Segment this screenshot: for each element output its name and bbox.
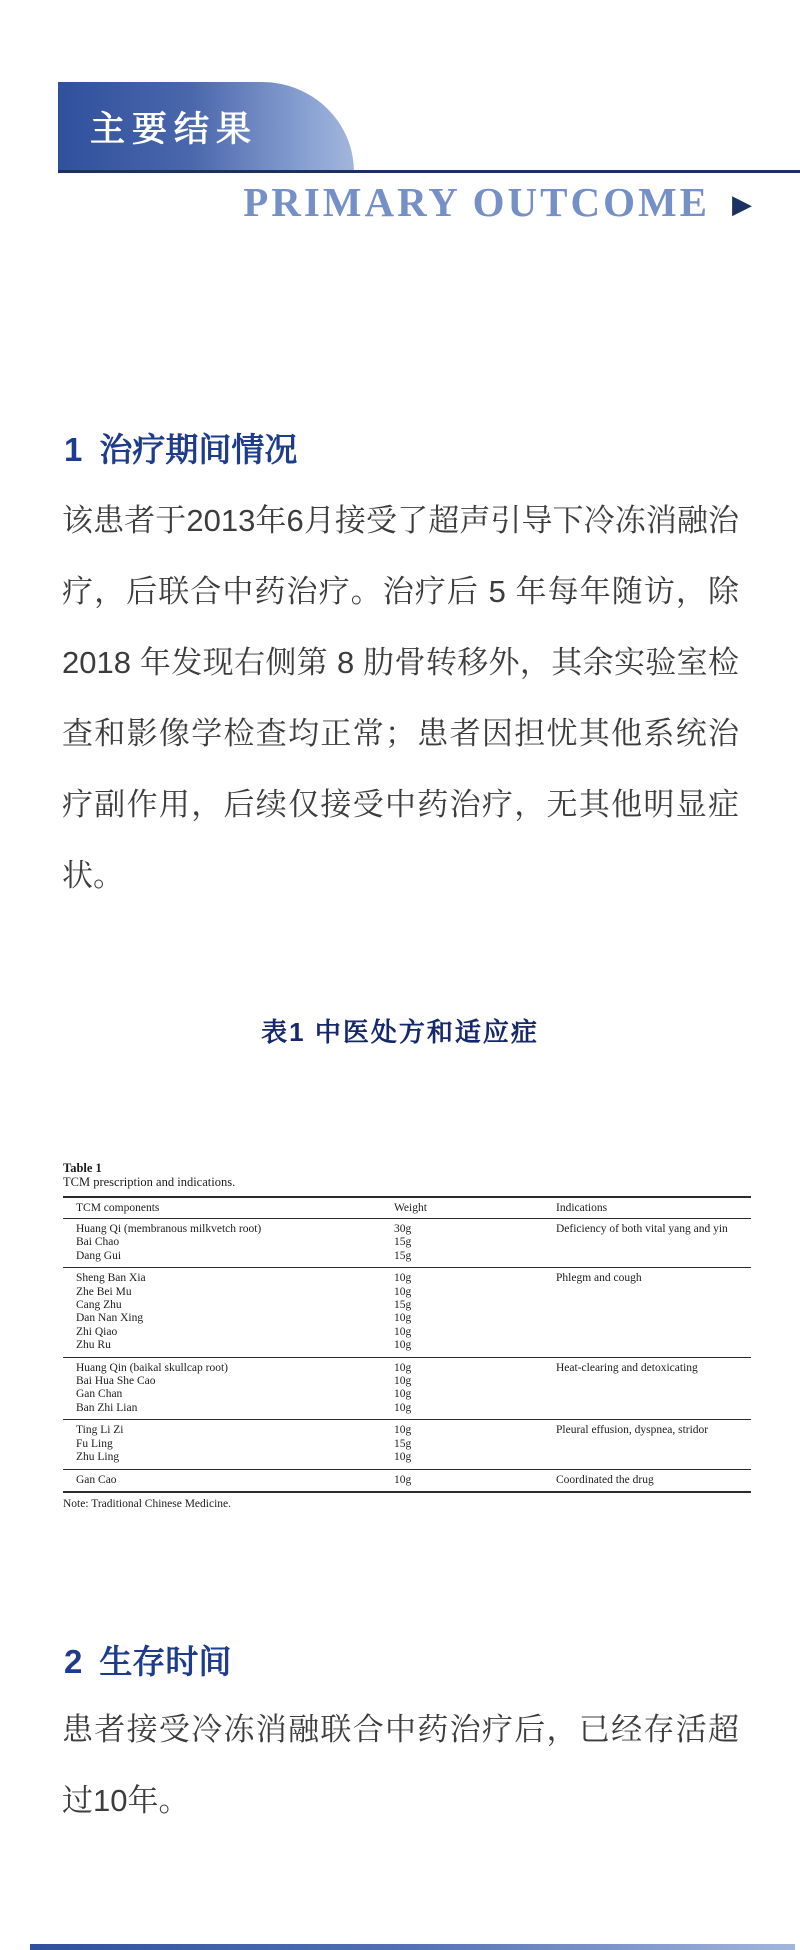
table-row bbox=[63, 1299, 751, 1312]
component-cell: Ban Zhi Lian bbox=[76, 1401, 138, 1414]
table-row bbox=[63, 1312, 751, 1325]
table-row bbox=[63, 1250, 751, 1268]
weight-cell: 10g bbox=[394, 1375, 412, 1388]
weight-cell: 10g bbox=[394, 1451, 412, 1464]
tcm-table-figure bbox=[63, 1161, 751, 1510]
table-group bbox=[63, 1219, 751, 1268]
banner-title: 主要结果 bbox=[90, 110, 259, 149]
weight-cell: 10g bbox=[394, 1339, 412, 1352]
column-header-weight: Weight bbox=[381, 1197, 543, 1219]
indication-cell bbox=[543, 1388, 751, 1401]
table-row bbox=[63, 1469, 751, 1492]
indication-cell bbox=[543, 1438, 751, 1451]
weight-cell: 10g bbox=[394, 1424, 412, 1437]
indication-cell bbox=[543, 1451, 751, 1469]
indication-cell bbox=[543, 1339, 751, 1357]
indication-cell: Pleural effusion, dyspnea, stridor bbox=[556, 1424, 709, 1437]
table-row bbox=[63, 1375, 751, 1388]
component-cell: Gan Cao bbox=[76, 1473, 117, 1486]
indication-cell: Heat-clearing and detoxicating bbox=[556, 1361, 698, 1374]
section1-title: 治疗期间情况 bbox=[99, 431, 298, 468]
component-cell: Sheng Ban Xia bbox=[76, 1272, 146, 1285]
table-header-row bbox=[63, 1197, 751, 1219]
weight-cell: 15g bbox=[394, 1236, 412, 1249]
weight-cell: 30g bbox=[394, 1223, 412, 1235]
table-caption: 表1 中医处方和适应症 bbox=[261, 1017, 539, 1047]
weight-cell: 10g bbox=[394, 1325, 412, 1338]
table-row bbox=[63, 1438, 751, 1451]
section2-heading bbox=[64, 1636, 231, 1683]
indication-cell bbox=[543, 1299, 751, 1312]
table-row bbox=[63, 1286, 751, 1299]
component-cell: Huang Qi (membranous milkvetch root) bbox=[76, 1223, 262, 1235]
table-row bbox=[63, 1236, 751, 1249]
component-cell: Dang Gui bbox=[76, 1249, 122, 1262]
weight-cell: 10g bbox=[394, 1473, 412, 1486]
section2-number: 2 bbox=[64, 1643, 83, 1680]
bottom-gradient-strip bbox=[30, 1944, 795, 1950]
table-group bbox=[63, 1420, 751, 1469]
component-cell: Dan Nan Xing bbox=[76, 1312, 144, 1325]
indication-cell: Phlegm and cough bbox=[556, 1272, 642, 1285]
indication-cell bbox=[543, 1236, 751, 1249]
section1-heading bbox=[64, 424, 297, 471]
table-row bbox=[63, 1388, 751, 1401]
weight-cell: 10g bbox=[394, 1272, 412, 1285]
weight-cell: 10g bbox=[394, 1401, 412, 1414]
tcm-table bbox=[63, 1196, 751, 1493]
component-cell: Ting Li Zi bbox=[76, 1424, 124, 1437]
weight-cell: 10g bbox=[394, 1312, 412, 1325]
table-row bbox=[63, 1451, 751, 1469]
header-divider bbox=[58, 170, 800, 173]
component-cell: Bai Hua She Cao bbox=[76, 1375, 156, 1388]
indication-cell bbox=[543, 1286, 751, 1299]
table-group bbox=[63, 1357, 751, 1420]
component-cell: Gan Chan bbox=[76, 1388, 123, 1401]
play-arrow-icon: ▶ bbox=[732, 189, 752, 219]
table-row bbox=[63, 1219, 751, 1237]
weight-cell: 15g bbox=[394, 1437, 412, 1450]
indication-cell bbox=[543, 1402, 751, 1420]
subheader bbox=[243, 178, 752, 226]
weight-cell: 10g bbox=[394, 1388, 412, 1401]
table-row bbox=[63, 1420, 751, 1438]
table-row bbox=[63, 1326, 751, 1339]
column-header-components: TCM components bbox=[63, 1197, 381, 1219]
component-cell: Fu Ling bbox=[76, 1437, 113, 1450]
table-row bbox=[63, 1357, 751, 1375]
indication-cell: Coordinated the drug bbox=[556, 1473, 654, 1486]
component-cell: Bai Chao bbox=[76, 1236, 120, 1249]
section1-number: 1 bbox=[64, 431, 83, 468]
weight-cell: 10g bbox=[394, 1361, 412, 1374]
component-cell: Zhu Ling bbox=[76, 1451, 120, 1464]
table-row bbox=[63, 1268, 751, 1286]
component-cell: Cang Zhu bbox=[76, 1299, 122, 1312]
component-cell: Zhu Ru bbox=[76, 1339, 111, 1352]
column-header-indications: Indications bbox=[543, 1197, 751, 1219]
subheader-title: PRIMARY OUTCOME bbox=[243, 179, 710, 225]
weight-cell: 15g bbox=[394, 1299, 412, 1312]
table-title: Table 1 bbox=[63, 1161, 102, 1175]
table-note: Note: Traditional Chinese Medicine. bbox=[63, 1497, 232, 1510]
table-group bbox=[63, 1469, 751, 1492]
weight-cell: 15g bbox=[394, 1249, 412, 1262]
section1-paragraph: 该患者于2013年6月接受了超声引导下冷冻消融治疗，后联合中药治疗。治疗后 5 年每年随访，除 2018 年发现右侧第 8 肋骨转移外，其余实验室检查和影像学检查均正常；患者因担忧其他系统治疗副作用，后续仅接受中药治疗，无其他明显症状。 bbox=[62, 503, 739, 893]
table-row bbox=[63, 1339, 751, 1357]
indication-cell bbox=[543, 1326, 751, 1339]
indication-cell bbox=[543, 1250, 751, 1268]
indication-cell bbox=[543, 1312, 751, 1325]
table-row bbox=[63, 1402, 751, 1420]
header-banner bbox=[58, 82, 354, 172]
indication-cell bbox=[543, 1375, 751, 1388]
section2-title: 生存时间 bbox=[99, 1643, 232, 1680]
component-cell: Zhe Bei Mu bbox=[76, 1285, 132, 1298]
table-group bbox=[63, 1268, 751, 1357]
table-subtitle: TCM prescription and indications. bbox=[63, 1175, 236, 1189]
weight-cell: 10g bbox=[394, 1285, 412, 1298]
section2-paragraph: 患者接受冷冻消融联合中药治疗后，已经存活超过10年。 bbox=[62, 1712, 739, 1818]
indication-cell: Deficiency of both vital yang and yin bbox=[556, 1223, 728, 1235]
component-cell: Huang Qin (baikal skullcap root) bbox=[76, 1361, 229, 1374]
component-cell: Zhi Qiao bbox=[76, 1325, 118, 1338]
